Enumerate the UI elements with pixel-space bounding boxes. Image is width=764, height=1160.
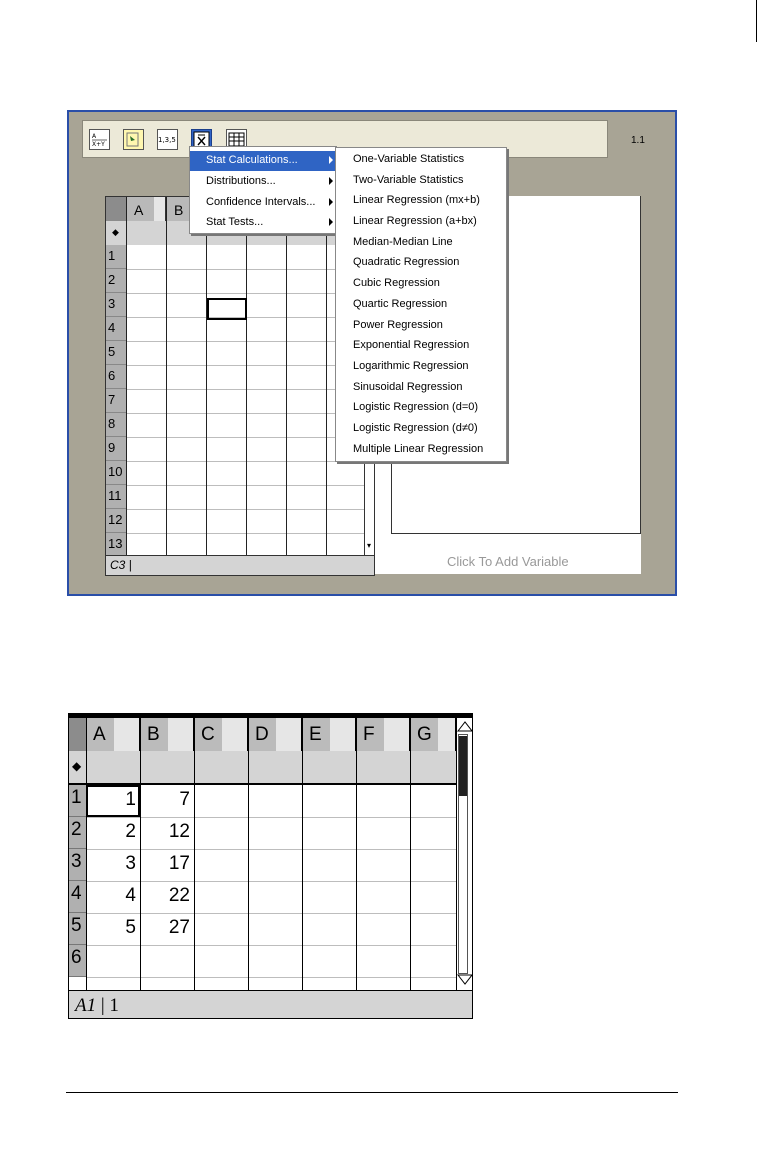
submenu-arrow-icon [329,218,333,226]
grid-line [126,197,127,555]
grid-line [126,269,364,270]
selected-cell-c3[interactable] [207,298,247,320]
row-number: 1 [69,785,86,817]
cell-a3[interactable]: 3 [125,853,136,874]
column-header-d[interactable]: D [248,718,302,751]
row-number: 1 [106,245,126,269]
row-number: 6 [69,945,86,977]
grid-line [86,817,456,818]
submenu-item[interactable]: Linear Regression (mx+b) [353,194,480,206]
column-header-b[interactable]: B [166,197,206,221]
scroll-up-icon[interactable] [456,720,473,732]
row-number: 2 [106,269,126,293]
menu-item-stat-tests[interactable]: Stat Tests... [190,213,336,233]
row-number: 3 [69,849,86,881]
corner-cell [106,197,126,221]
status-bar: C3 | [106,555,374,575]
actions-icon[interactable] [89,129,110,150]
row-number: 10 [106,461,126,485]
submenu-item[interactable]: Median-Median Line [353,236,453,248]
grid-line [86,945,456,946]
submenu-item[interactable]: Logistic Regression (d≠0) [353,422,478,434]
submenu-item[interactable]: Power Regression [353,319,443,331]
cell-a5[interactable]: 5 [125,917,136,938]
grid-line [206,197,207,555]
grid-line [86,849,456,850]
menu-item-confidence-intervals[interactable]: Confidence Intervals... [190,193,336,213]
row-number: 13 [106,533,126,557]
submenu-item[interactable]: Logistic Regression (d=0) [353,401,479,413]
svg-text:A: A [92,133,97,140]
cell-b1[interactable]: 7 [179,789,190,810]
formula-diamond-icon: ◆ [112,227,119,237]
scroll-down-icon[interactable] [456,974,473,986]
submenu-item[interactable]: Quadratic Regression [353,256,460,268]
cell-a2[interactable]: 2 [125,821,136,842]
grid-line [126,413,364,414]
column-header-b[interactable]: B [140,718,194,751]
cell-b5[interactable]: 27 [168,917,190,938]
status-value: | 1 [100,995,119,1016]
status-cell-ref: A1 [75,995,97,1016]
column-header-g[interactable]: G [410,718,456,751]
page-edge-rule [756,0,757,42]
grid-line [86,977,456,978]
grid-line [126,533,364,534]
grid-line [126,341,364,342]
column-header-c[interactable]: C [194,718,248,751]
svg-text:X+Y: X+Y [92,141,105,148]
statistics-menu [189,146,337,234]
row-number: 12 [106,509,126,533]
submenu-item[interactable]: Two-Variable Statistics [353,174,464,186]
grid-line [326,197,327,555]
row-number: 8 [106,413,126,437]
row-number: 5 [69,913,86,945]
submenu-arrow-icon [329,177,333,185]
submenu-item[interactable]: Linear Regression (a+bx) [353,215,477,227]
grid-line [248,718,249,990]
grid-line [410,718,411,990]
grid-line [126,485,364,486]
cell-b2[interactable]: 12 [168,821,190,842]
row-number: 6 [106,365,126,389]
grid-line [86,881,456,882]
grid-line [126,365,364,366]
formula-row[interactable] [69,751,456,783]
submenu-item[interactable]: Logarithmic Regression [353,360,469,372]
column-header-a[interactable]: A [86,718,140,751]
submenu-arrow-icon [329,156,333,164]
footer-rule [66,1092,678,1093]
row-number: 9 [106,437,126,461]
cell-a1[interactable]: 1 [125,789,136,810]
cell-a4[interactable]: 4 [125,885,136,906]
selected-cell-a1[interactable] [86,785,140,817]
grid-line [126,509,364,510]
cell-b3[interactable]: 17 [168,853,190,874]
add-variable-prompt[interactable]: Click To Add Variable [447,554,569,569]
grid-line [86,913,456,914]
submenu-item[interactable]: Quartic Regression [353,298,448,310]
grid-line [194,718,195,990]
status-bar [69,990,473,1019]
corner-cell [69,718,86,751]
lists-spreadsheet-detail [68,713,473,1019]
data-sequence-icon[interactable] [157,129,178,150]
scroll-down-icon[interactable]: ▾ [366,541,371,550]
row-number: 3 [106,293,126,317]
submenu-item[interactable]: Sinusoidal Regression [353,381,463,393]
grid-line [126,389,364,390]
formula-diamond-icon: ◆ [72,759,82,773]
grid-line [126,293,364,294]
row-number: 5 [106,341,126,365]
svg-text:1,3,5: 1,3,5 [158,136,176,144]
submenu-item[interactable]: Multiple Linear Regression [353,443,484,455]
column-header-f[interactable]: F [356,718,410,751]
submenu-arrow-icon [329,198,333,206]
stat-calculations-submenu [335,147,507,462]
grid-line [126,461,364,462]
page-tab-id: 1.1 [631,135,645,146]
cell-b4[interactable]: 22 [168,885,190,906]
submenu-item[interactable]: One-Variable Statistics [353,153,465,165]
row-number: 2 [69,817,86,849]
column-header-a[interactable]: A [126,197,166,221]
grid-line [126,437,364,438]
scrollbar-thumb[interactable] [459,736,467,796]
submenu-item[interactable]: Cubic Regression [353,277,440,289]
grid-line [356,718,357,990]
menu-item-stat-calculations[interactable]: Stat Calculations... [190,151,336,171]
grid-line [286,197,287,555]
column-header-e[interactable]: E [302,718,356,751]
row-number: 4 [106,317,126,341]
row-number: 4 [69,881,86,913]
row-number: 7 [106,389,126,413]
insert-icon[interactable] [123,129,144,150]
grid-line [246,197,247,555]
row-number: 11 [106,485,126,509]
submenu-item[interactable]: Exponential Regression [353,339,470,351]
grid-line [166,197,167,555]
menu-item-distributions[interactable]: Distributions... [190,172,336,192]
grid-line [302,718,303,990]
